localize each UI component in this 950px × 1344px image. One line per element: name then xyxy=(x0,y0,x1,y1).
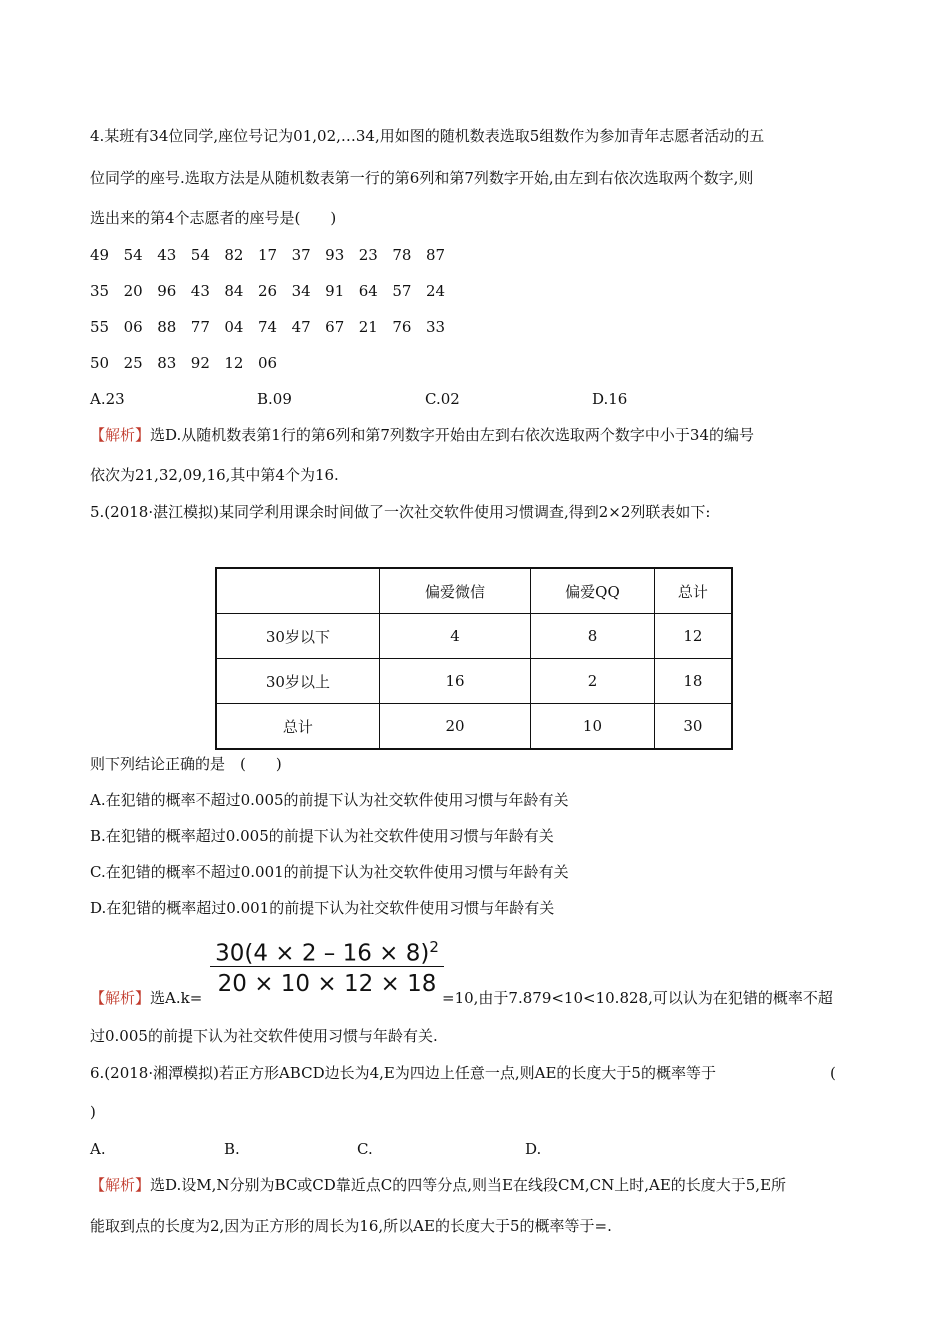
random-number: 96 xyxy=(157,282,177,300)
random-number: 77 xyxy=(190,318,210,336)
table-row xyxy=(216,704,732,750)
random-number: 21 xyxy=(358,318,378,336)
table-row xyxy=(216,659,732,704)
random-number: 47 xyxy=(291,318,311,336)
q5-prompt: 则下列结论正确的是 ( ) xyxy=(90,755,282,773)
random-number: 49 xyxy=(90,246,110,264)
random-number: 74 xyxy=(257,318,278,336)
formula-exponent: 2 xyxy=(429,938,439,956)
q6-option-b: B. xyxy=(224,1140,240,1158)
q4-text-line-1: 4.某班有34位同学,座位号记为01,02,…34,用如图的随机数表选取5组数作为参加青年志愿者活动的五 xyxy=(90,127,765,145)
table-cell: 16 xyxy=(379,659,530,704)
contingency-table xyxy=(215,567,733,750)
random-number: 84 xyxy=(224,282,244,300)
q4-analysis-line-2: 依次为21,32,09,16,其中第4个为16. xyxy=(90,466,339,484)
random-number: 37 xyxy=(291,246,311,264)
random-number: 34 xyxy=(291,282,311,300)
table-header-cell: 偏爱QQ xyxy=(531,568,655,614)
random-number: 43 xyxy=(190,282,210,300)
table-header-row xyxy=(216,568,732,614)
q4-option-d: D.16 xyxy=(592,390,628,408)
table-cell: 12 xyxy=(654,614,732,659)
random-number: 82 xyxy=(224,246,244,264)
random-number: 54 xyxy=(190,246,210,264)
q4-option-a: A.23 xyxy=(90,390,125,408)
random-number: 55 xyxy=(90,318,110,336)
table-cell: 8 xyxy=(531,614,655,659)
random-number: 25 xyxy=(123,354,143,372)
q4-analysis-text: 选D.从随机数表第1行的第6列和第7列数字开始由左到右依次选取两个数字中小于34的编号 xyxy=(150,426,754,444)
table-header-cell: 总计 xyxy=(654,568,732,614)
analysis-tag: 【解析】 xyxy=(90,989,151,1007)
q6-paren-open: ( xyxy=(830,1064,836,1082)
q6-option-a: A. xyxy=(90,1140,106,1158)
random-number-row-2 xyxy=(90,281,460,301)
table-header-cell xyxy=(216,568,379,614)
table-row xyxy=(216,614,732,659)
table-cell: 30 xyxy=(654,704,732,750)
random-number: 50 xyxy=(90,354,110,372)
random-number: 06 xyxy=(123,318,143,336)
random-number: 23 xyxy=(358,246,378,264)
q5-option-a: A.在犯错的概率不超过0.005的前提下认为社交软件使用习惯与年龄有关 xyxy=(90,791,569,809)
table-cell: 30岁以下 xyxy=(216,614,379,659)
random-number: 33 xyxy=(425,318,446,336)
random-number: 24 xyxy=(425,282,446,300)
random-number: 88 xyxy=(157,318,177,336)
random-number: 35 xyxy=(90,282,110,300)
table-cell: 10 xyxy=(531,704,655,750)
q6-text-line-1: 6.(2018·湘潭模拟)若正方形ABCD边长为4,E为四边上任意一点,则AE的长度大于5的概率等于 xyxy=(90,1064,716,1082)
formula-denominator: 20 × 10 × 12 × 18 xyxy=(217,971,437,997)
q6-analysis-text: 选D.设M,N分别为BC或CD靠近点C的四等分点,则当E在线段CM,CN上时,AE的长度大于5,E所 xyxy=(150,1176,787,1194)
q6-paren-close: ) xyxy=(90,1103,96,1121)
table-cell: 18 xyxy=(654,659,732,704)
q6-analysis-line-1 xyxy=(90,1175,786,1195)
q5-analysis-line-1-continued: =10,由于7.879<10<10.828,可以认为在犯错的概率不超 xyxy=(442,989,833,1007)
random-number: 91 xyxy=(325,282,345,300)
q5-analysis-line-2: 过0.005的前提下认为社交软件使用习惯与年龄有关. xyxy=(90,1027,438,1045)
analysis-tag: 【解析】 xyxy=(90,426,151,444)
table-cell: 总计 xyxy=(216,704,379,750)
random-number: 93 xyxy=(325,246,345,264)
q5-option-b: B.在犯错的概率超过0.005的前提下认为社交软件使用习惯与年龄有关 xyxy=(90,827,554,845)
random-number-row-4 xyxy=(90,353,292,373)
q4-text-line-3: 选出来的第4个志愿者的座号是( ) xyxy=(90,209,337,227)
q6-analysis-line-2: 能取到点的长度为2,因为正方形的周长为16,所以AE的长度大于5的概率等于=. xyxy=(90,1217,612,1235)
table-cell: 2 xyxy=(531,659,655,704)
random-number: 83 xyxy=(157,354,177,372)
random-number: 26 xyxy=(257,282,278,300)
q4-analysis-line-1 xyxy=(90,425,754,445)
random-number: 67 xyxy=(325,318,345,336)
q6-option-d: D. xyxy=(525,1140,542,1158)
random-number: 54 xyxy=(123,246,143,264)
random-number: 64 xyxy=(358,282,378,300)
analysis-tag: 【解析】 xyxy=(90,1176,151,1194)
random-number: 92 xyxy=(190,354,210,372)
q6-option-c: C. xyxy=(357,1140,373,1158)
random-number: 87 xyxy=(425,246,446,264)
random-number: 06 xyxy=(257,354,278,372)
table-header-cell: 偏爱微信 xyxy=(379,568,530,614)
q5-option-d: D.在犯错的概率超过0.001的前提下认为社交软件使用习惯与年龄有关 xyxy=(90,899,555,917)
q4-option-c: C.02 xyxy=(425,390,460,408)
random-number: 17 xyxy=(257,246,278,264)
random-number: 20 xyxy=(123,282,143,300)
random-number: 04 xyxy=(224,318,244,336)
random-number: 43 xyxy=(157,246,177,264)
formula-numerator-text: 30(4 × 2 – 16 × 8) xyxy=(215,940,430,967)
q5-analysis-line-1 xyxy=(90,988,202,1008)
random-number: 12 xyxy=(224,354,244,372)
table-cell: 4 xyxy=(379,614,530,659)
random-number: 78 xyxy=(392,246,412,264)
formula-numerator xyxy=(210,930,444,967)
random-number-row-3 xyxy=(90,317,460,337)
table-cell: 30岁以上 xyxy=(216,659,379,704)
q5-text-line-1: 5.(2018·湛江模拟)某同学利用课余时间做了一次社交软件使用习惯调查,得到2×2列联表如下: xyxy=(90,503,711,521)
random-number: 57 xyxy=(392,282,412,300)
q5-option-c: C.在犯错的概率不超过0.001的前提下认为社交软件使用习惯与年龄有关 xyxy=(90,863,569,881)
chi-square-formula xyxy=(210,930,444,999)
random-number-row-1 xyxy=(90,245,460,265)
q4-option-b: B.09 xyxy=(257,390,292,408)
random-number: 76 xyxy=(392,318,412,336)
q5-analysis-prefix: 选A.k= xyxy=(150,989,203,1007)
table-cell: 20 xyxy=(379,704,530,750)
q4-text-line-2: 位同学的座号.选取方法是从随机数表第一行的第6列和第7列数字开始,由左到右依次选取两个数字,则 xyxy=(90,169,754,187)
